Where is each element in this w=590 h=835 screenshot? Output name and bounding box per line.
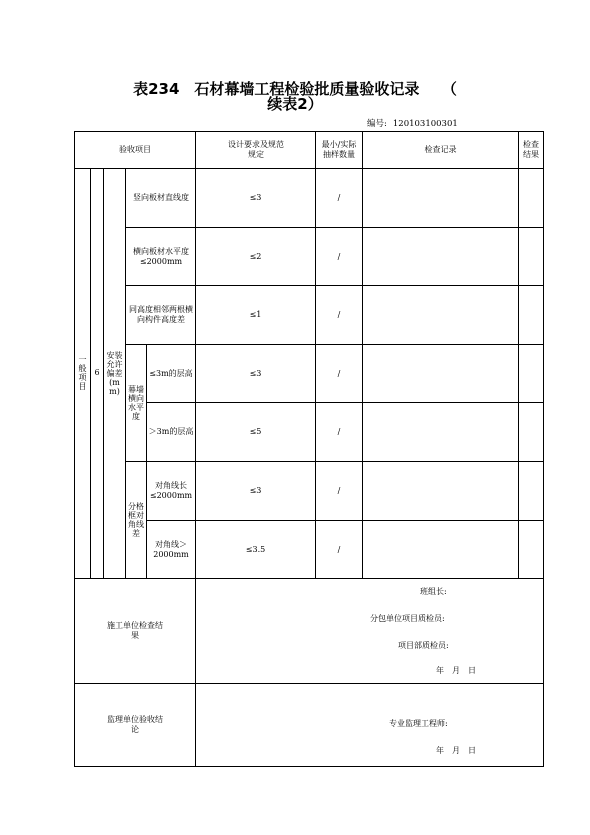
row-sample: / [337,192,341,202]
supervision-label: 监理单位验收结论 [107,715,163,734]
row-name: ＞3m的层高 [148,427,194,436]
sub-inspector-label: 分包单位项目质检员: [370,614,445,623]
row-name: 横向板材水平度≤2000mm [133,246,189,266]
item-number: 6 [94,368,100,377]
row-name: 竖向板材直线度 [133,192,189,202]
group-horizontal-level: 幕墙横向水平度 [128,384,144,421]
row-sample: / [337,486,341,495]
row-sample: / [337,427,341,436]
row-name: 对角线＞2000mm [153,539,189,559]
header-design: 设计要求及规范规定 [228,140,284,159]
team-leader-label: 班组长: [420,587,447,596]
row-requirement: ≤1 [249,310,262,319]
group-diagonal-diff: 分格框对角线差 [128,501,144,538]
row-name: ≤3m的层高 [149,368,193,378]
row-sample: / [337,251,341,261]
supervision-engineer-label: 专业监理工程师: [389,719,448,728]
row-name: 对角线长≤2000mm [149,481,193,500]
row-requirement: ≤3 [249,486,262,495]
construction-date: 年 月 日 [436,666,476,675]
row-requirement: ≤2 [249,251,262,261]
supervision-date: 年 月 日 [436,746,476,755]
code-label: 编号: [367,119,387,129]
header-record: 检查记录 [424,145,457,154]
row-requirement: ≤5 [249,427,262,436]
row-sample: / [337,544,341,554]
header-sample: 最小/实际抽样数量 [321,140,357,159]
row-sample: / [337,368,341,378]
row-name: 同高度相邻两根横向构件高度差 [129,305,193,324]
construction-label: 施工单位检查结果 [107,621,163,640]
page-title-continued: 续表2） [267,95,323,113]
page-title: 表234 石材幕墙工程检验批质量验收记录 （ [133,80,457,98]
row-requirement: ≤3 [249,368,262,378]
header-result: 检查结果 [523,140,539,159]
row-requirement: ≤3.5 [245,544,266,554]
item-name: 安装允许偏差(mm) [106,350,123,396]
row-requirement: ≤3 [249,192,262,202]
code-value: 120103100301 [392,119,458,129]
row-sample: / [337,310,341,319]
project-inspector-label: 项目部质检员: [398,641,449,650]
category-label: 一般项目 [78,355,87,391]
header-item: 验收项目 [119,145,151,154]
